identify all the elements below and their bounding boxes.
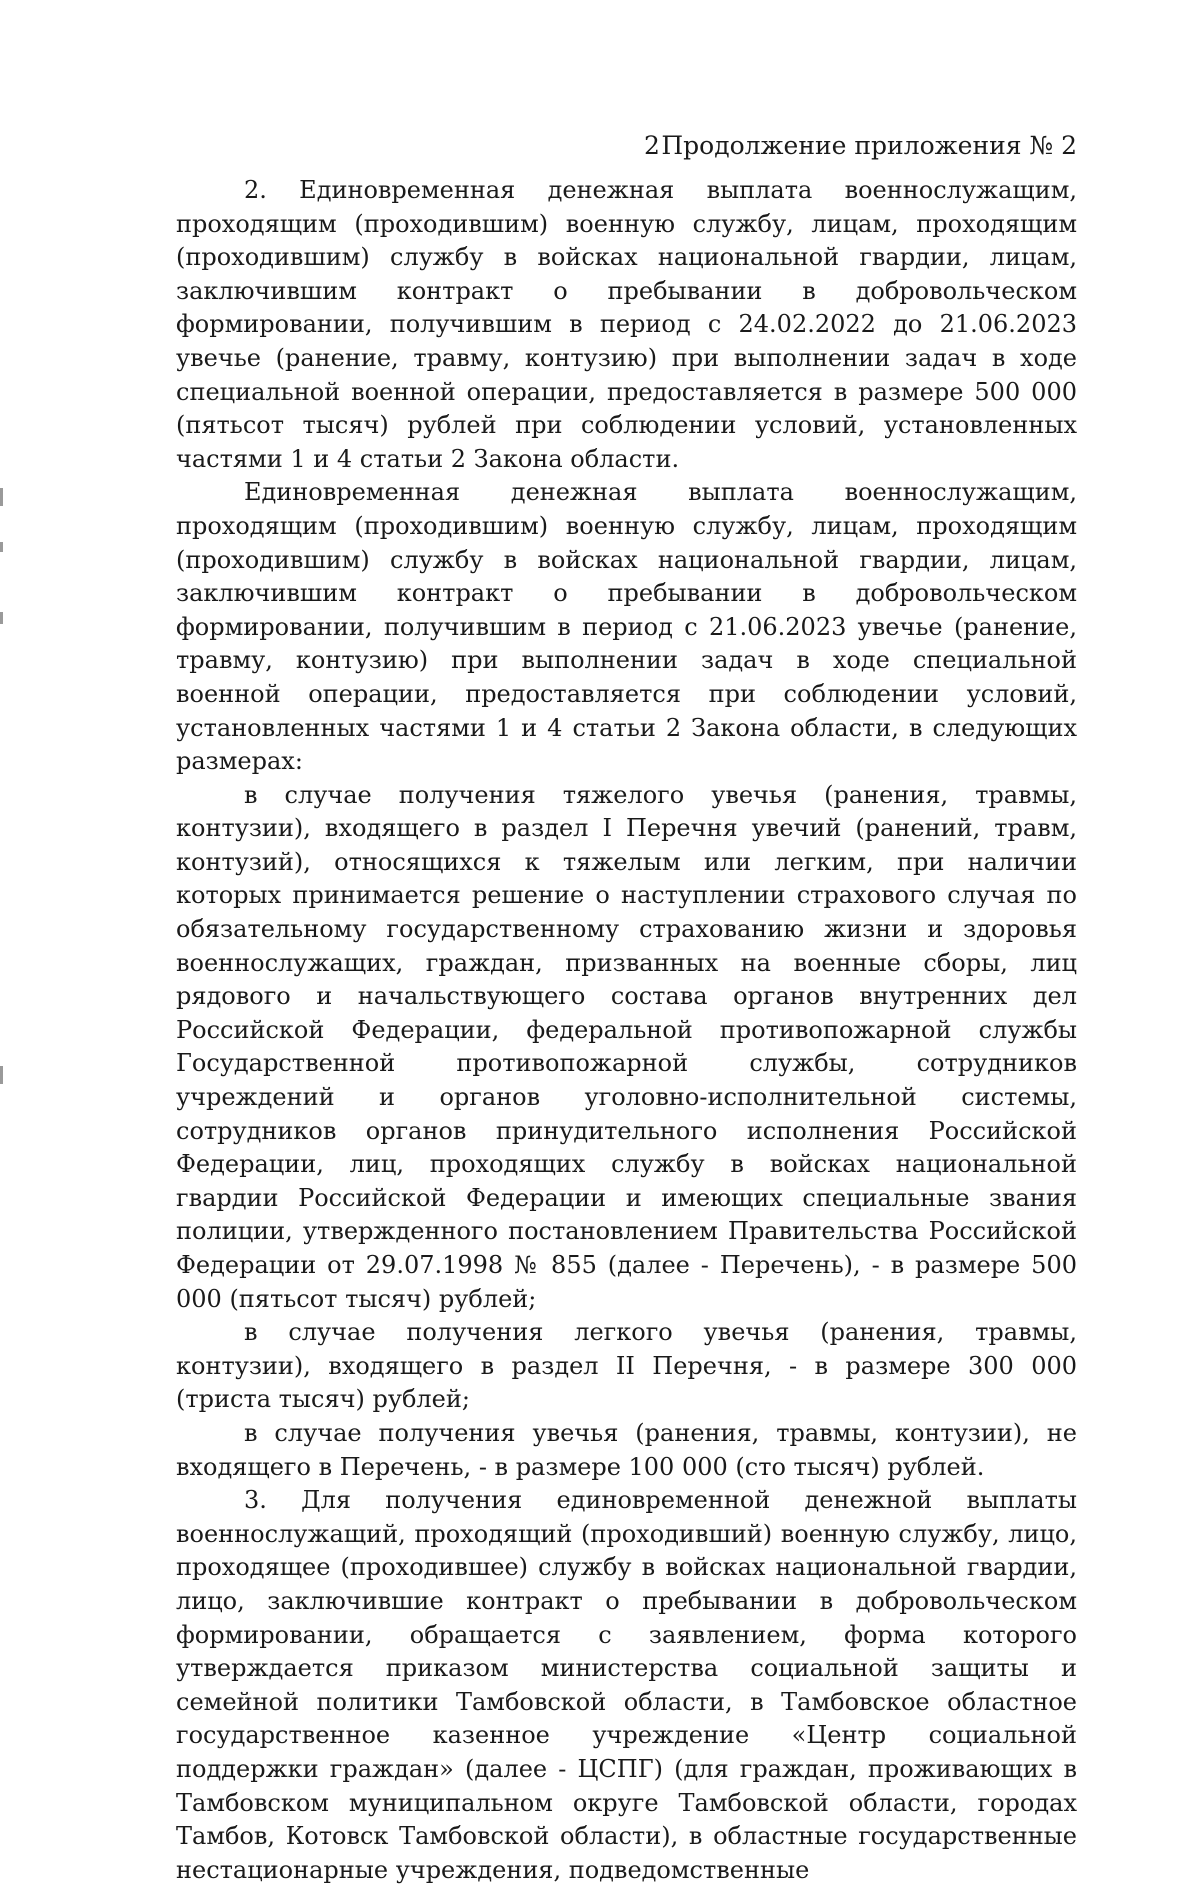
paragraph-light-injury: в случае получения легкого увечья (ранения, травмы, контузии), входящего в раздел II Перечня, - в размере 300 000 (триста тысяч) рублей;	[176, 1318, 1077, 1414]
paragraph-severe-injury: в случае получения тяжелого увечья (ранения, травмы, контузии), входящего в раздел I Перечня увечий (ранений, травм, контузий), относящихся к тяжелым или легким, при наличии которых принимается решение о наступлении страхового случая по обязательному государственному страхованию жизни и здоровья военнослужащих, граждан, призванных на военные сборы, лиц рядового и начальствующего состава органов внутренних дел Российской Федерации, федеральной противопожарной службы Государственной противопожарной службы, сотрудников учреждений и органов уголовно-исполнительной системы, сотрудников органов принудительного исполнения Российской Федерации, лиц, проходящих службу в войсках национальной гвардии Российской Федерации и имеющих специальные звания полиции, утвержденного постановлением Правительства Российской Федерации от 29.07.1998 № 855 (далее - Перечень), - в размере 500 000 (пятьсот тысяч) рублей;	[176, 780, 1077, 1313]
scan-edge-mark	[0, 1066, 3, 1084]
appendix-continuation-label: Продолжение приложения № 2	[661, 131, 1077, 160]
document-body	[176, 174, 1077, 1887]
paragraph-item-3: 3. Для получения единовременной денежной выплаты военнослужащий, проходящий (проходивший) военную службу, лицо, проходящее (проходившее) службу в войсках национальной гвардии, лицо, заключившие контракт о пребывании в добровольческом формировании, обращается с заявлением, форма которого утверждается приказом министерства социальной защиты и семейной политики Тамбовской области, в Тамбовское областное государственное казенное учреждение «Центр социальной поддержки граждан» (далее - ЦСПГ) (для граждан, проживающих в Тамбовском муниципальном округе Тамбовской области, городах Тамбов, Котовск Тамбовской области), в областные государственные нестационарные учреждения, подведомственные	[176, 1486, 1077, 1884]
paragraph-payment-after-date: Единовременная денежная выплата военнослужащим, проходящим (проходившим) военную службу, лицам, проходящим (проходившим) службу в войсках национальной гвардии, лицам, заключившим контракт о пребывании в добровольческом формировании, получившим в период с 21.06.2023 увечье (ранение, травму, контузию) при выполнении задач в ходе специальной военной операции, предоставляется при соблюдении условий, установленных частями 1 и 4 статьи 2 Закона области, в следующих размерах:	[176, 478, 1077, 776]
scan-edge-mark	[0, 542, 3, 552]
paragraph-item-2: 2. Единовременная денежная выплата военнослужащим, проходящим (проходившим) военную службу, лицам, проходящим (проходившим) службу в войсках национальной гвардии, лицам, заключившим контракт о пребывании в добровольческом формировании, получившим в период с 24.02.2022 до 21.06.2023 увечье (ранение, травму, контузию) при выполнении задач в ходе специальной военной операции, предоставляется в размере 500 000 (пятьсот тысяч) рублей при соблюдении условий, установленных частями 1 и 4 статьи 2 Закона области.	[176, 176, 1077, 473]
page-header	[0, 126, 1200, 166]
paragraph-other-injury: в случае получения увечья (ранения, травмы, контузии), не входящего в Перечень, - в размере 100 000 (сто тысяч) рублей.	[176, 1418, 1077, 1481]
scan-edge-mark	[0, 612, 3, 624]
scan-edge-mark	[0, 488, 3, 506]
page-number: 2	[644, 131, 660, 160]
